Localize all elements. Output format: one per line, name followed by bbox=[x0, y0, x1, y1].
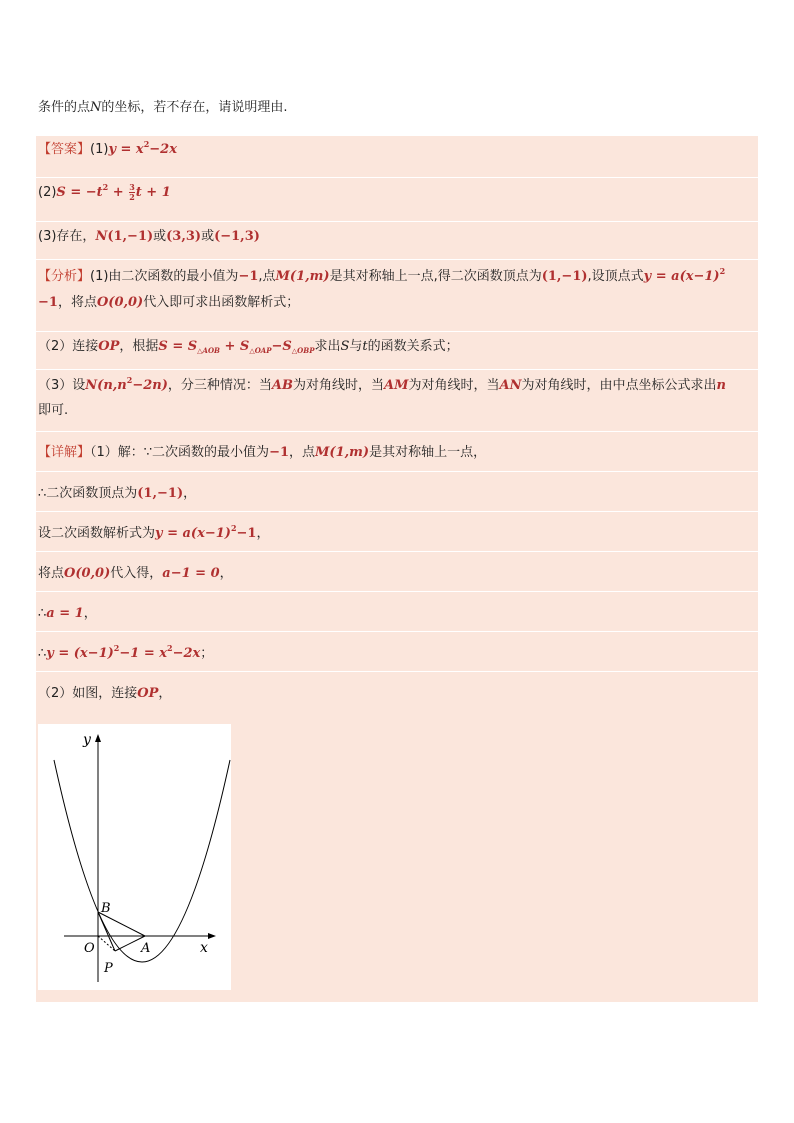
detail-line-5: ∴a = 1， bbox=[36, 592, 758, 632]
parabola-curve bbox=[54, 760, 230, 962]
detail-line-7: （2）如图，连接OP， bbox=[38, 686, 172, 701]
segment-BP bbox=[98, 912, 115, 951]
answer-line-1: 【答案】$(1)y = x^2-2x$ bbox=[36, 136, 758, 178]
label-P: P bbox=[104, 961, 113, 976]
detail-line-2: ∴二次函数顶点为(1,−1)， bbox=[36, 472, 758, 512]
label-y: y bbox=[83, 732, 91, 748]
detail-line-3: 设二次函数解析式为$y = a(x-1)^2-1$， bbox=[36, 512, 758, 552]
parabola-diagram bbox=[38, 724, 231, 990]
x-axis-arrow bbox=[208, 933, 216, 939]
analysis-line-3: （3）设$N(n,n^2-2n)$，分三种情况：当AB为对角线时，当AM为对角线时，当AN为对角线时，由中点坐标公式求出n 即可. bbox=[36, 370, 758, 432]
problem-tail-text: 条件的点N的坐标，若不存在，请说明理由. bbox=[38, 100, 288, 115]
analysis-line-1: 【分析】(1)由二次函数的最小值为−1,点M(1,m)是其对称轴上一点,得二次函数顶点为(1,−1),设顶点式$y = a(x-1)^2$ −1，将点O(0,0)代入即可求出函数解析式； bbox=[36, 260, 758, 332]
detail-line-4: 将点O(0,0)代入得，a−1 = 0， bbox=[36, 552, 758, 592]
label-B: B bbox=[101, 901, 111, 916]
detail-line-6: ∴y = $(x-1)^2-1 = x^2-2x$； bbox=[36, 632, 758, 672]
segment-OP bbox=[98, 936, 115, 951]
y-axis-arrow bbox=[95, 734, 101, 742]
detail-line-1: 【详解】（1）解：∵二次函数的最小值为−1，点M(1,m)是其对称轴上一点， bbox=[36, 432, 758, 472]
analysis-line-2: （2）连接OP，根据$S = S_{\triangle AOB} + S_{\triangle OAP}-S_{\triangle OBP}$求出S与t的函数关系式； bbox=[36, 332, 758, 370]
parabola-figure bbox=[38, 724, 231, 990]
label-A: A bbox=[141, 941, 151, 956]
label-x: x bbox=[200, 940, 208, 956]
answer-line-3: (3)存在，N(1,−1)或(3,3)或(−1,3) bbox=[36, 222, 758, 260]
answer-line-2: $(2)S = -t^2$ + $\frac{3}{2}$ t + 1 bbox=[36, 178, 758, 222]
label-O: O bbox=[84, 941, 95, 956]
